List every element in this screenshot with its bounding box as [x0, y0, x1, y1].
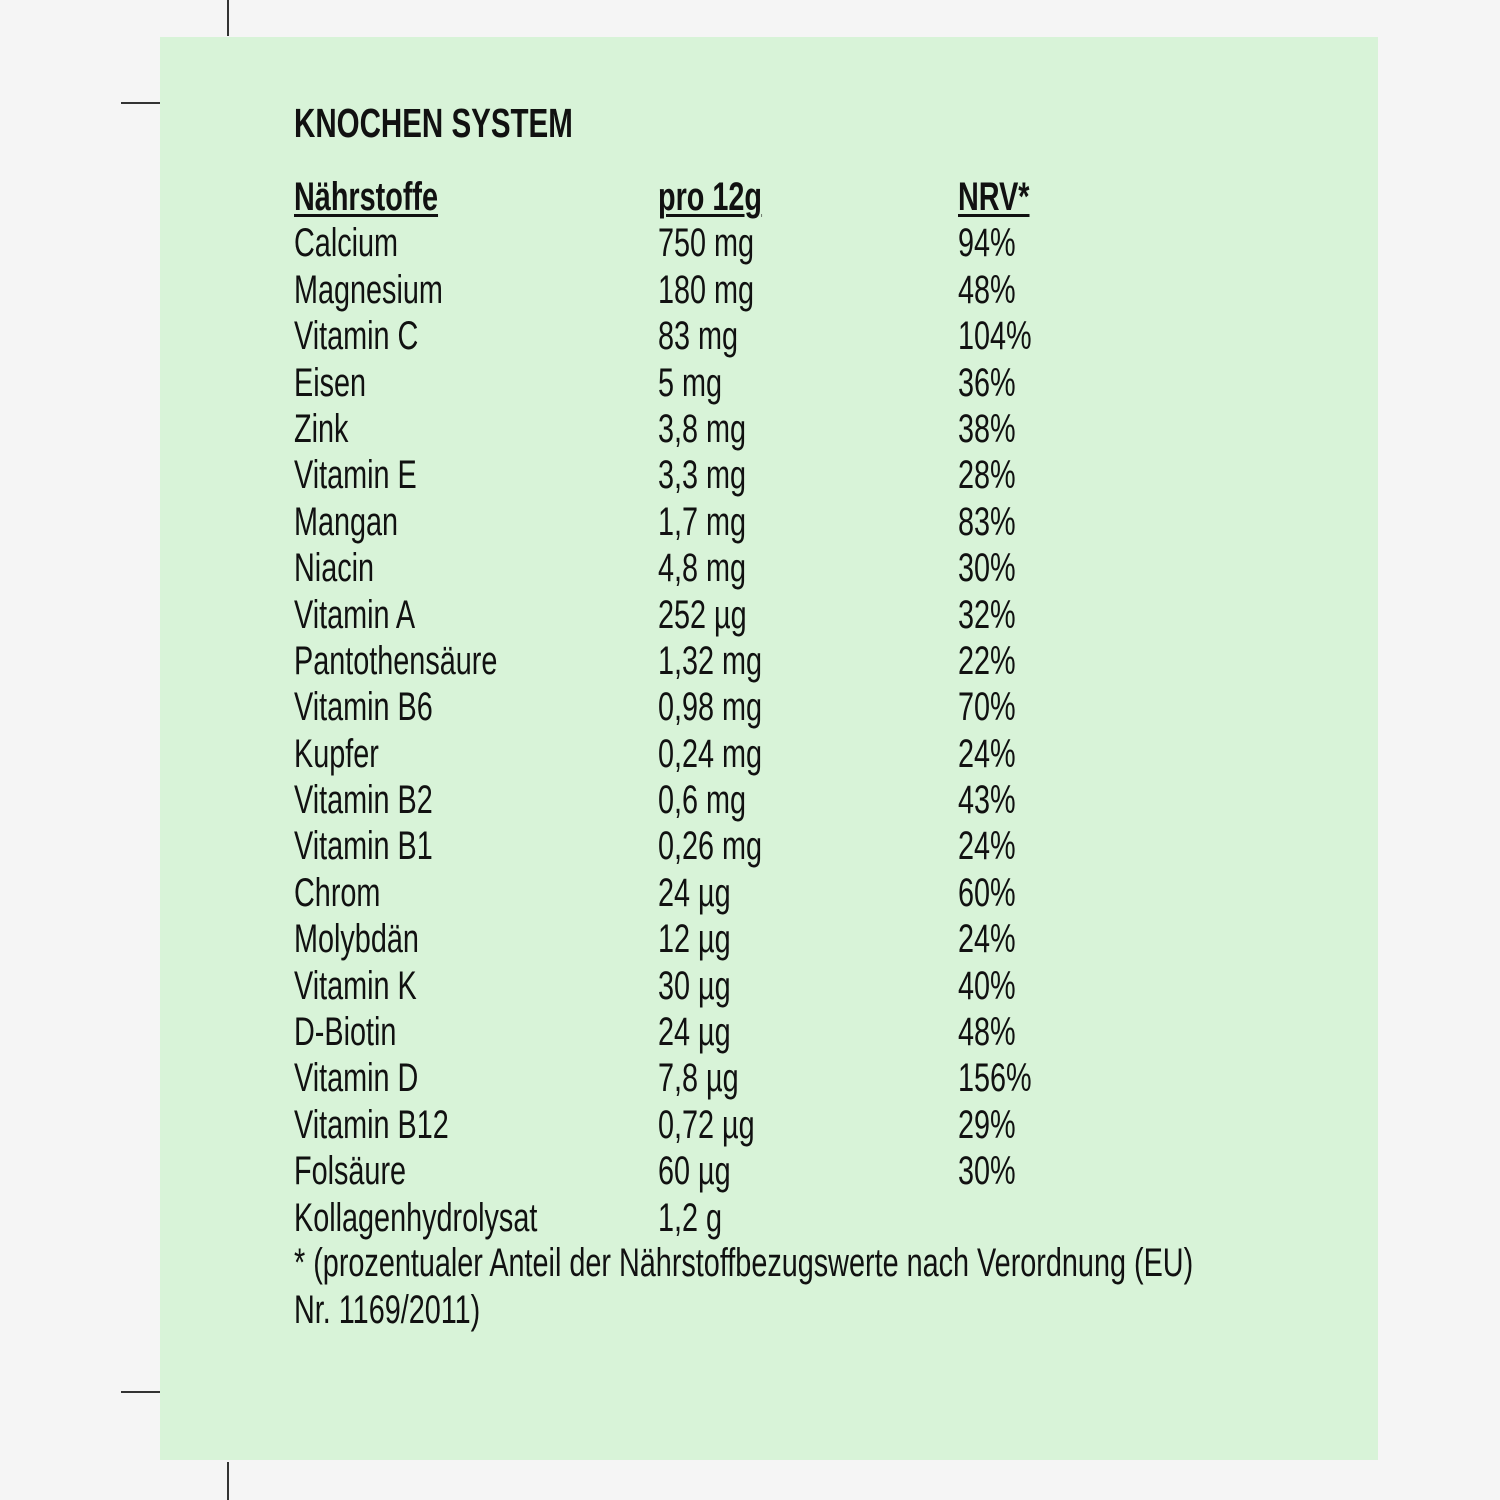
nutrient-name: Vitamin E — [294, 453, 417, 498]
nutrient-amount: 5 mg — [658, 360, 723, 405]
nutrient-nrv: 24% — [958, 824, 1016, 869]
nutrient-name: Niacin — [294, 546, 375, 591]
nutrient-name: Vitamin B6 — [294, 685, 433, 730]
nutrient-nrv: 48% — [958, 1010, 1016, 1055]
footnote-line: Nr. 1169/2011) — [294, 1288, 481, 1332]
crop-mark — [121, 1391, 160, 1393]
nutrient-nrv: 28% — [958, 453, 1016, 498]
nutrient-nrv: 30% — [958, 1149, 1016, 1194]
nutrient-amount: 0,98 mg — [658, 685, 763, 730]
nutrient-amount: 3,8 mg — [658, 406, 747, 451]
nutrient-nrv: 60% — [958, 870, 1016, 915]
nutrient-name: Pantothensäure — [294, 638, 498, 683]
nutrient-nrv: 36% — [958, 360, 1016, 405]
nutrient-name: Vitamin B12 — [294, 1102, 449, 1147]
nutrient-nrv: 29% — [958, 1102, 1016, 1147]
nutrient-amount: 12 µg — [658, 917, 731, 962]
nutrient-nrv: 104% — [958, 314, 1032, 359]
nutrient-amount: 60 µg — [658, 1149, 731, 1194]
nutrient-amount: 83 mg — [658, 314, 739, 359]
nutrient-name: Vitamin D — [294, 1056, 419, 1101]
header-nutrient: Nährstoffe — [294, 175, 439, 219]
nutrient-nrv: 32% — [958, 592, 1016, 637]
nutrient-amount: 252 µg — [658, 592, 747, 637]
nutrient-amount: 1,32 mg — [658, 638, 763, 683]
nutrient-name: D-Biotin — [294, 1010, 397, 1055]
nutrient-amount: 0,6 mg — [658, 778, 747, 823]
header-amount: pro 12g — [658, 175, 763, 219]
title-text: KNOCHEN SYSTEM — [294, 100, 573, 146]
nutrient-name: Magnesium — [294, 267, 443, 312]
header-nrv: NRV* — [958, 175, 1030, 219]
nutrient-name: Vitamin C — [294, 314, 419, 359]
nutrient-amount: 3,3 mg — [658, 453, 747, 498]
nutrient-name: Mangan — [294, 499, 399, 544]
nutrient-amount: 4,8 mg — [658, 546, 747, 591]
nutrient-amount: 1,2 g — [658, 1195, 723, 1240]
nutrient-name: Vitamin K — [294, 963, 417, 1008]
nutrient-name: Calcium — [294, 221, 399, 266]
nutrient-nrv: 22% — [958, 638, 1016, 683]
nutrient-amount: 750 mg — [658, 221, 755, 266]
nutrient-name: Chrom — [294, 870, 381, 915]
crop-mark — [227, 0, 229, 36]
nutrient-nrv: 70% — [958, 685, 1016, 730]
nutrient-nrv: 48% — [958, 267, 1016, 312]
page-title — [294, 100, 681, 146]
nutrient-amount: 30 µg — [658, 963, 731, 1008]
crop-mark — [121, 102, 160, 104]
nutrient-nrv: 43% — [958, 778, 1016, 823]
nutrient-name: Molybdän — [294, 917, 419, 962]
nutrient-amount: 1,7 mg — [658, 499, 747, 544]
nutrient-nrv: 40% — [958, 963, 1016, 1008]
nutrient-name: Kollagenhydrolysat — [294, 1195, 538, 1240]
nutrient-nrv: 156% — [958, 1056, 1032, 1101]
nutrient-amount: 0,72 µg — [658, 1102, 755, 1147]
nutrient-amount: 0,26 mg — [658, 824, 763, 869]
nutrient-amount: 24 µg — [658, 870, 731, 915]
nutrient-amount: 180 mg — [658, 267, 755, 312]
nutrient-amount: 0,24 mg — [658, 731, 763, 776]
nutrient-name: Vitamin A — [294, 592, 416, 637]
nutrient-nrv: 30% — [958, 546, 1016, 591]
nutrient-nrv: 24% — [958, 917, 1016, 962]
nutrient-name: Folsäure — [294, 1149, 407, 1194]
nutrient-name: Zink — [294, 406, 349, 451]
crop-mark — [227, 1462, 229, 1500]
nutrient-name: Eisen — [294, 360, 367, 405]
nutrient-amount: 24 µg — [658, 1010, 731, 1055]
nutrient-nrv: 94% — [958, 221, 1016, 266]
nutrient-name: Vitamin B1 — [294, 824, 433, 869]
nutrient-name: Kupfer — [294, 731, 379, 776]
nutrient-amount: 7,8 µg — [658, 1056, 739, 1101]
nutrient-nrv: 38% — [958, 406, 1016, 451]
footnote — [294, 1240, 1500, 1334]
nutrient-nrv: 24% — [958, 731, 1016, 776]
nutrient-nrv: 83% — [958, 499, 1016, 544]
nutrient-name: Vitamin B2 — [294, 778, 433, 823]
footnote-line: * (prozentualer Anteil der Nährstoffbezugswerte nach Verordnung (EU) — [294, 1241, 1194, 1285]
